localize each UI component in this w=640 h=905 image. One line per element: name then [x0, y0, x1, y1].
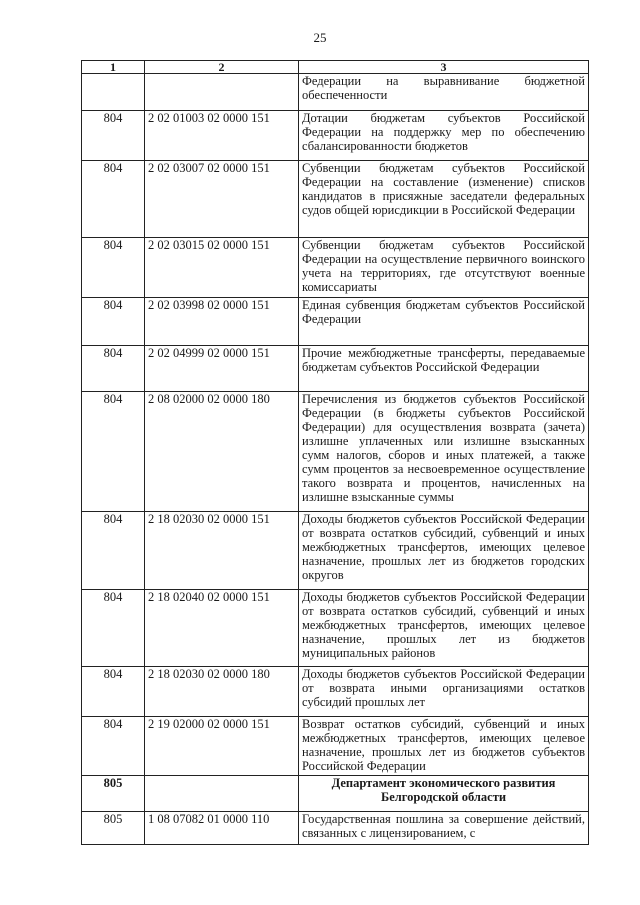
admin-code-cell: 804: [82, 238, 145, 298]
admin-code-cell: 804: [82, 590, 145, 667]
budget-code-cell: 2 18 02040 02 0000 151: [145, 590, 299, 667]
table-row: [82, 717, 589, 776]
income-name-cell: Доходы бюджетов субъектов Российской Федерации от возврата остатков субсидий, субвенций и иных межбюджетных трансфертов, имеющих целевое назначение, прошлых лет из бюджетов муниципальных районов: [299, 590, 589, 667]
admin-code-cell: 804: [82, 717, 145, 776]
budget-code-cell: 2 18 02030 02 0000 180: [145, 667, 299, 717]
budget-code-cell: 2 02 04999 02 0000 151: [145, 346, 299, 392]
table-row: [82, 161, 589, 238]
budget-code-cell: 2 02 01003 02 0000 151: [145, 111, 299, 161]
admin-code-cell: 804: [82, 161, 145, 238]
income-name-cell: Перечисления из бюджетов субъектов Российской Федерации (в бюджеты субъектов Российской Федерации) для осуществления возврата (зачета) излишне уплаченных или излишне взысканных сумм налогов, сборов и иных платежей, а также сумм процентов за несвоевременное осуществление такого возврата и процентов, начисленных на излишне взысканные суммы: [299, 392, 589, 512]
admin-code-cell: 805: [82, 776, 145, 812]
income-name-cell: Федерации на выравнивание бюджетной обеспеченности: [299, 74, 589, 111]
admin-code-cell: 804: [82, 346, 145, 392]
admin-code-cell: 804: [82, 298, 145, 346]
income-name-cell: Единая субвенция бюджетам субъектов Российской Федерации: [299, 298, 589, 346]
column-header-3: 3: [299, 61, 589, 74]
table-row: [82, 590, 589, 667]
budget-code-cell: 2 02 03998 02 0000 151: [145, 298, 299, 346]
income-name-cell: Доходы бюджетов субъектов Российской Федерации от возврата иными организациями остатков субсидий прошлых лет: [299, 667, 589, 717]
income-name-cell: Субвенции бюджетам субъектов Российской Федерации на составление (изменение) списков кандидатов в присяжные заседатели федеральных судов общей юрисдикции в Российской Федерации: [299, 161, 589, 238]
table-row: [82, 346, 589, 392]
column-header-2: 2: [145, 61, 299, 74]
income-name-cell: Прочие межбюджетные трансферты, передаваемые бюджетам субъектов Российской Федерации: [299, 346, 589, 392]
budget-code-cell: [145, 776, 299, 812]
admin-code-cell: [82, 74, 145, 111]
table-row: [82, 812, 589, 845]
budget-classification-table: [81, 60, 589, 845]
table-row: [82, 392, 589, 512]
table-row: [82, 74, 589, 111]
table-row: [82, 667, 589, 717]
budget-code-cell: 2 02 03007 02 0000 151: [145, 161, 299, 238]
income-name-cell: Возврат остатков субсидий, субвенций и иных межбюджетных трансфертов, имеющих целевое назначение, прошлых лет из бюджетов субъектов Российской Федерации: [299, 717, 589, 776]
admin-code-cell: 804: [82, 392, 145, 512]
page-number: 25: [313, 30, 327, 45]
table-row: [82, 111, 589, 161]
admin-code-cell: 804: [82, 667, 145, 717]
column-header-1: 1: [82, 61, 145, 74]
budget-code-cell: 2 19 02000 02 0000 151: [145, 717, 299, 776]
table-row: [82, 512, 589, 590]
admin-code-cell: 805: [82, 812, 145, 845]
table-row: [82, 298, 589, 346]
income-name-cell: Департамент экономического развития Белгородской области: [299, 776, 589, 812]
admin-code-cell: 804: [82, 512, 145, 590]
table-row: [82, 238, 589, 298]
budget-code-cell: 2 18 02030 02 0000 151: [145, 512, 299, 590]
budget-code-cell: 2 08 02000 02 0000 180: [145, 392, 299, 512]
income-name-cell: Субвенции бюджетам субъектов Российской Федерации на осуществление первичного воинского учета на территориях, где отсутствуют военные комиссариаты: [299, 238, 589, 298]
income-name-cell: Доходы бюджетов субъектов Российской Федерации от возврата остатков субсидий, субвенций и иных межбюджетных трансфертов, имеющих целевое назначение, прошлых лет из бюджетов городских округов: [299, 512, 589, 590]
budget-code-cell: 2 02 03015 02 0000 151: [145, 238, 299, 298]
budget-code-cell: 1 08 07082 01 0000 110: [145, 812, 299, 845]
table-header-row: [82, 61, 589, 74]
table-row-department: [82, 776, 589, 812]
admin-code-cell: 804: [82, 111, 145, 161]
budget-code-cell: [145, 74, 299, 111]
income-name-cell: Дотации бюджетам субъектов Российской Федерации на поддержку мер по обеспечению сбалансированности бюджетов: [299, 111, 589, 161]
income-name-cell: Государственная пошлина за совершение действий, связанных с лицензированием, с: [299, 812, 589, 845]
